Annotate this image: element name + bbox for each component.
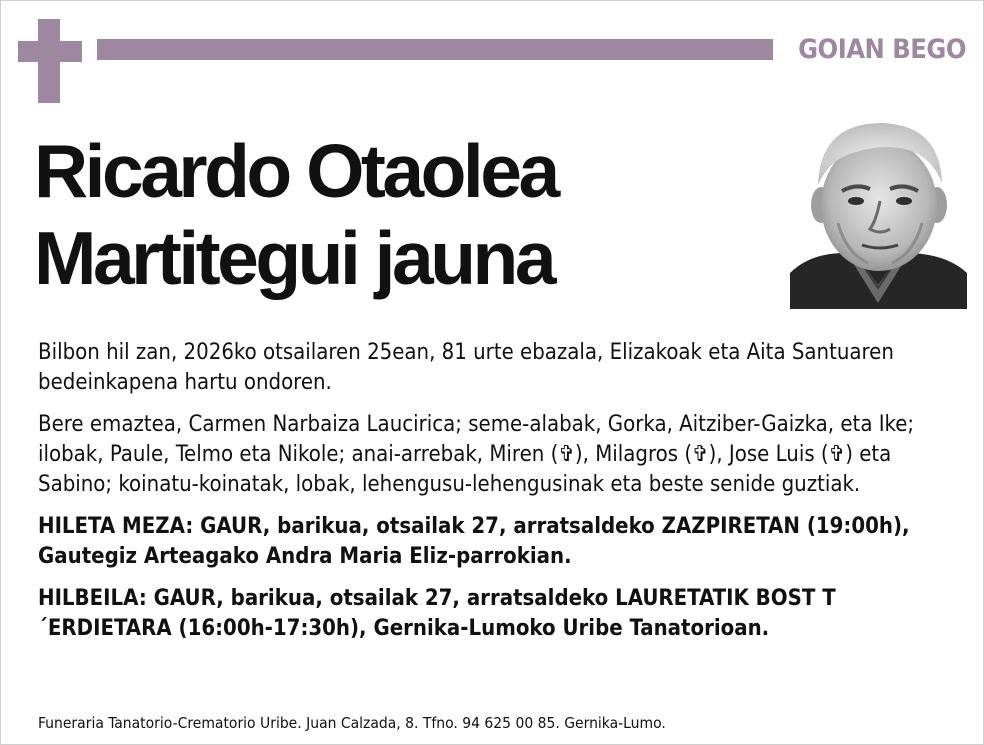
section-label: GOIAN BEGO [798,34,966,65]
obituary-body [38,338,968,656]
relatives-paragraph: Bere emaztea, Carmen Narbaiza Laucirica; seme-alabak, Gorka, Aitziber-Gaizka, eta Ike; ilobak, Paule, Telmo eta Nikole; anai-arrebak, Miren (✞), Milagros (✞), Jose Luis (✞) eta Sabino; koinatu-koinatak, lobak, lehengusu-lehengusinak eta beste senide guztiak. [38,412,915,497]
deceased-name-line2: Martitegui jauna [34,216,554,300]
wake-paragraph: HILBEILA: GAUR, barikua, otsailak 27, arratsaldeko LAURETATIK BOST T´ERDIETARA (16:00h-17:30h), Gernika-Lumoko Uribe Tanatorioan. [38,586,836,641]
header-bar [97,39,773,60]
funeral-mass-paragraph: HILETA MEZA: GAUR, barikua, otsailak 27, arratsaldeko ZAZPIRETAN (19:00h), Gautegiz Arteagako Andra Maria Eliz-parrokian. [38,514,910,569]
deceased-name [34,128,754,302]
latin-cross-icon [18,19,82,103]
deceased-name-line1: Ricardo Otaolea [34,129,557,213]
funeral-home-footer: Funeraria Tanatorio-Crematorio Uribe. Juan Calzada, 8. Tfno. 94 625 00 85. Gernika-Lumo. [38,714,666,732]
portrait-photo [790,113,967,309]
death-notice-paragraph: Bilbon hil zan, 2026ko otsailaren 25ean, 81 urte ebazala, Elizakoak eta Aita Santuaren bedeinkapena hartu ondoren. [38,340,894,395]
